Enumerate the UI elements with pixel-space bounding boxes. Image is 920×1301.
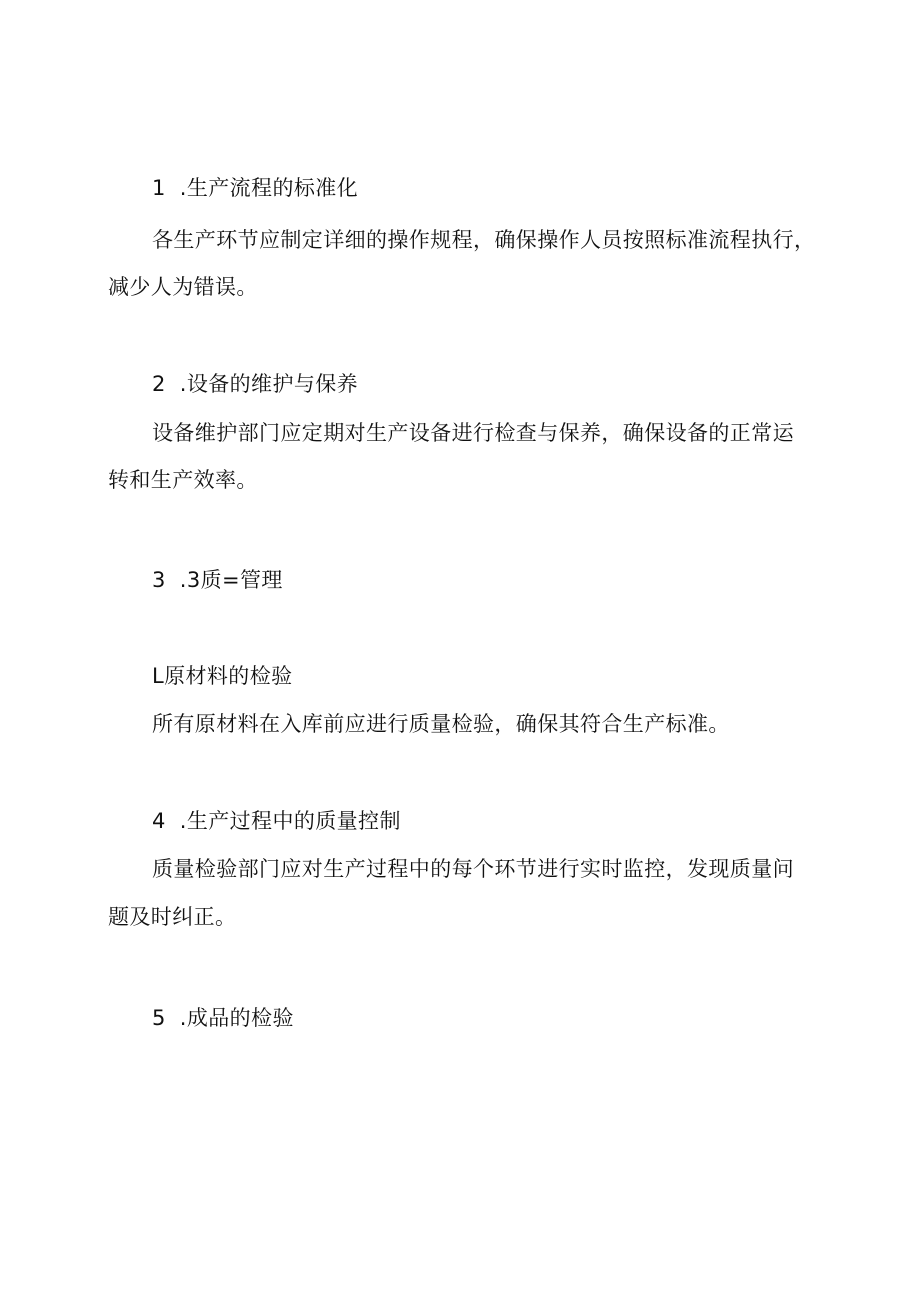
section-2-heading bbox=[152, 369, 358, 399]
section-1-body-line-1: 各生产环节应制定详细的操作规程，确保操作人员按照标准流程执行， bbox=[152, 228, 816, 252]
subsection-raw-material-heading: L原材料的检验 bbox=[152, 664, 293, 688]
section-4-heading bbox=[152, 806, 401, 836]
section-2-body-line-1: 设备维护部门应定期对生产设备进行检查与保养，确保设备的正常运 bbox=[152, 421, 794, 445]
subsection-raw-material-body: 所有原材料在入库前应进行质量检验，确保其符合生产标准。 bbox=[152, 712, 730, 736]
section-2-number: 2 bbox=[152, 372, 166, 396]
section-5-title: .成品的检验 bbox=[179, 1006, 294, 1030]
section-4-title: .生产过程中的质量控制 bbox=[179, 809, 401, 833]
section-5-number: 5 bbox=[152, 1006, 166, 1030]
section-1-body-line-2: 减少人为错误。 bbox=[108, 275, 258, 299]
section-3-title: .3质=管理 bbox=[179, 568, 283, 592]
section-1-title: .生产流程的标准化 bbox=[179, 176, 359, 200]
section-4-body-line-2: 题及时纠正。 bbox=[108, 905, 237, 929]
section-3-heading bbox=[152, 565, 283, 595]
section-2-title: .设备的维护与保养 bbox=[179, 372, 359, 396]
section-1-heading bbox=[152, 173, 358, 203]
section-2-body-line-2: 转和生产效率。 bbox=[108, 468, 258, 492]
section-1-number: 1 bbox=[152, 176, 166, 200]
section-3-number: 3 bbox=[152, 568, 166, 592]
section-4-body-line-1: 质量检验部门应对生产过程中的每个环节进行实时监控，发现质量问 bbox=[152, 857, 794, 881]
section-4-number: 4 bbox=[152, 809, 166, 833]
section-5-heading bbox=[152, 1003, 294, 1033]
